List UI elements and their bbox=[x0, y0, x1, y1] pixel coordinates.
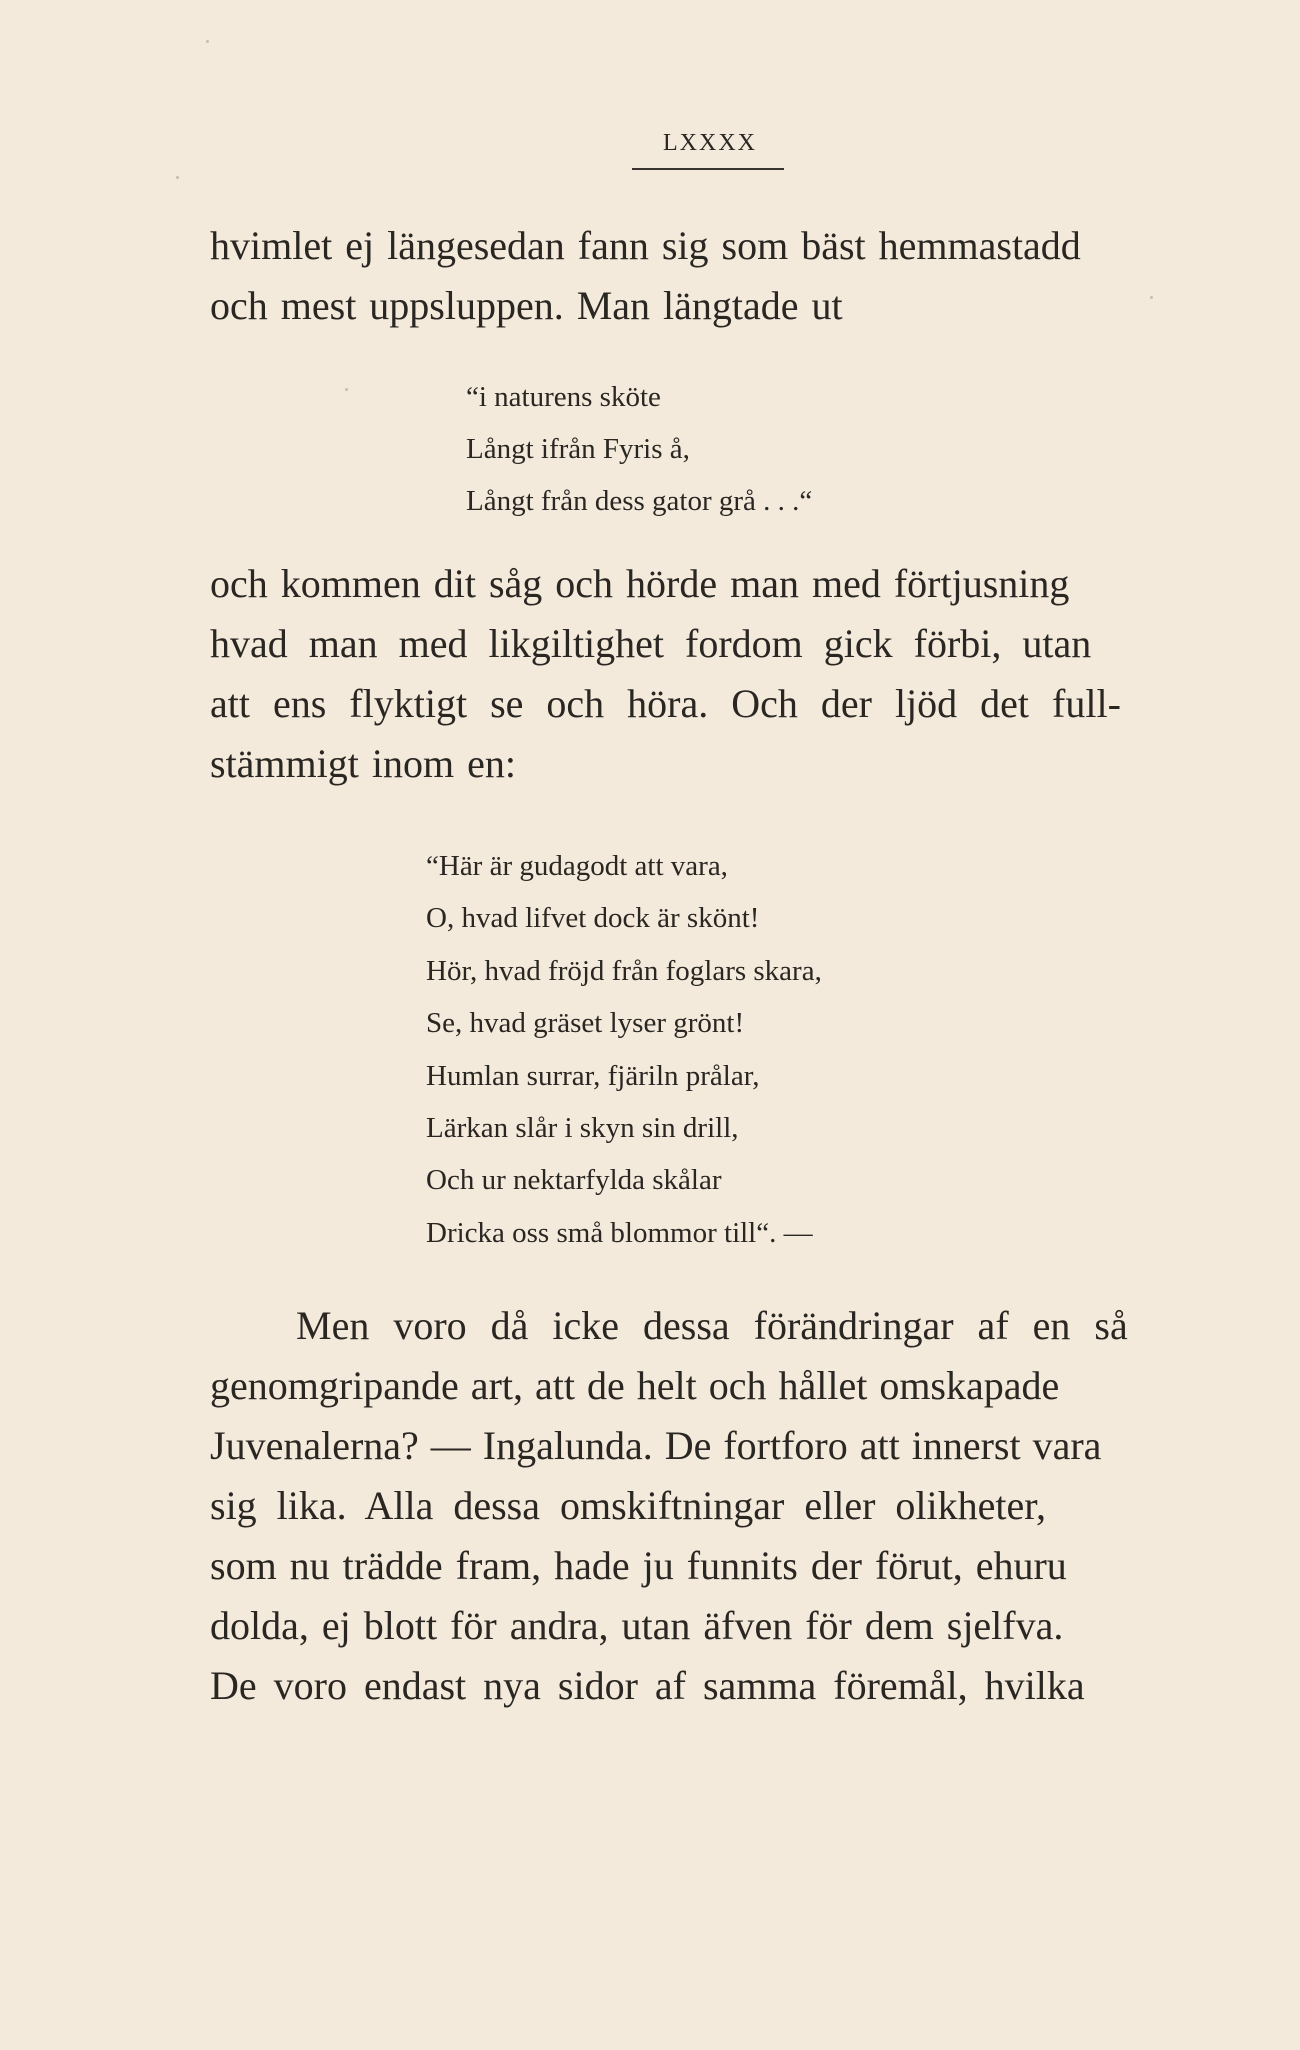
text-line: sig lika. Alla dessa omskiftningar eller olikheter, bbox=[210, 1483, 1046, 1528]
verse-line: “Här är gudagodt att vara, bbox=[426, 850, 728, 882]
verse-quote-2 bbox=[426, 840, 822, 1259]
text-line: att ens flyktigt se och höra. Och der ljöd det full- bbox=[210, 681, 1121, 726]
verse-line: “i naturens sköte bbox=[466, 381, 661, 413]
text-line: genomgripande art, att de helt och hållet omskapade bbox=[210, 1363, 1060, 1408]
paper-speck bbox=[1150, 296, 1153, 299]
verse-line: Humlan surrar, fjäriln prålar, bbox=[426, 1059, 760, 1092]
verse-line: Lärkan slår i skyn sin drill, bbox=[426, 1112, 739, 1145]
page-number: LXXXX bbox=[663, 130, 757, 156]
verse-line: Dricka oss små blommor till“. — bbox=[426, 1216, 813, 1249]
paragraph-3 bbox=[210, 1296, 1210, 1716]
text-line: och mest uppsluppen. Man längtade ut bbox=[210, 283, 843, 328]
text-line: stämmigt inom en: bbox=[210, 741, 516, 786]
header-rule bbox=[632, 168, 784, 170]
paper-speck bbox=[206, 40, 209, 43]
text-line: som nu trädde fram, hade ju funnits der förut, ehuru bbox=[210, 1543, 1067, 1588]
text-line: Men voro då icke dessa förändringar af en så bbox=[296, 1303, 1128, 1348]
text-line: dolda, ej blott för andra, utan äfven för dem sjelfva. bbox=[210, 1603, 1064, 1648]
paragraph-1 bbox=[210, 216, 1210, 336]
text-line: De voro endast nya sidor af samma föremål, hvilka bbox=[210, 1663, 1085, 1708]
text-line: hvad man med likgiltighet fordom gick förbi, utan bbox=[210, 621, 1092, 666]
paper-speck bbox=[176, 176, 179, 179]
paper-speck bbox=[345, 388, 348, 391]
verse-line: Och ur nektarfylda skålar bbox=[426, 1164, 722, 1197]
verse-line: O, hvad lifvet dock är skönt! bbox=[426, 902, 760, 935]
verse-line: Långt från dess gator grå . . .“ bbox=[466, 485, 813, 517]
verse-line: Hör, hvad fröjd från foglars skara, bbox=[426, 954, 822, 987]
verse-line: Se, hvad gräset lyser grönt! bbox=[426, 1007, 745, 1040]
verse-line: Långt ifrån Fyris å, bbox=[466, 433, 690, 465]
paragraph-2 bbox=[210, 554, 1210, 794]
text-line: och kommen dit såg och hörde man med förtjusning bbox=[210, 561, 1070, 606]
text-line: hvimlet ej längesedan fann sig som bäst hemmastadd bbox=[210, 223, 1081, 268]
verse-quote-1 bbox=[466, 371, 812, 527]
text-line: Juvenalerna? — Ingalunda. De fortforo att innerst vara bbox=[210, 1423, 1102, 1468]
